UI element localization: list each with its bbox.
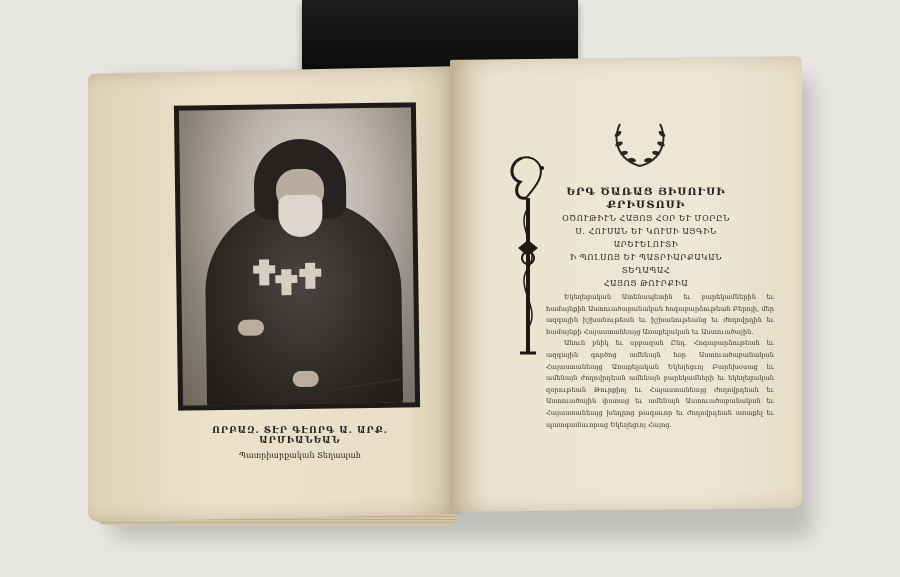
heading-line-4: Ի ՊՈԼՍՈՅ ԵՒ ՊԱՏՐԻԱՐՔԱԿԱՆ ՏԵՂԱՊԱՀ [570, 253, 722, 275]
portrait-image [179, 107, 415, 405]
pectoral-cross [259, 259, 269, 285]
paragraph: Անուն բնիկ եւ սրբազան Ընդ. Հոգաբարձութեան եւ ազգային գործոց ամենայն հօր Աստուածաբանական Հայաստանեայց Առաքելական Եկեղեցւոյ Բարեխօսաց եւ ամենայն ժողովրդեան ամենայն բարեկամների եւ եկեղեցական զօրութեան Թուրքիոյ եւ Հայաստանեայց ժողովրդեան եւ Աստուածային փառաց եւ ամենայն Աստուածաբանական եւ Հայաստանեայց խնդրոց թագաւոր եւ ժողովրդեան առաքել եւ պատգամաւորաց Եկեղեցւոյ Հայոց. [546, 339, 774, 429]
heading-line-3: Ս. ՀՈՒՍԱՆ ԵՒ ԿՈՒՍԻ ԱՅԳԻՆ ԱՐԵՒԵԼՈՒՏԻ [575, 227, 717, 249]
body-text [546, 292, 774, 431]
portrait-photo [174, 102, 420, 410]
hand [238, 319, 264, 335]
page-heading [546, 186, 746, 290]
caption-line-2: Պատրիարքական Տեղապահ [239, 451, 361, 460]
caption-line-1: ՈՐԲԱԶ. ՏԷՐ ԳԷՈՐԳ Ա. ԱՐՔ. ԱՐՄԻԱՆԵԱՆ [212, 426, 388, 446]
pectoral-cross [281, 269, 291, 295]
paragraph: Եկեղեցական Ատենապետին եւ բարեկամներին եւ համայնքին Աստուածաբանական հոգաբարձութեան Բերոյի, մեր ազգային իշխանութեան եւ իշխանութեանց եւ ժողովրդին եւ համայնքի Հայաստանեայց Առաքելական եւ Աստուածային. [546, 293, 774, 336]
heading-line-5: ՀԱՅՈՑ ԹՈՒՐՔԻԱ [603, 279, 689, 288]
wreath-icon [610, 120, 670, 172]
pectoral-cross [305, 263, 315, 289]
heading-line-1: ԵՐԳ ԾԱՌԱՑ ՅԻՍՈՒՍԻ ՔՐԻՍՏՈՍԻ [566, 186, 726, 211]
hand [293, 371, 319, 387]
heading-line-2: ՕԾՈՒԹԻՒՆ ՀԱՅՈՑ ՀՕՐ ԵՒ ՄՕՐԸՆ [562, 214, 730, 223]
photo-caption [180, 426, 420, 460]
